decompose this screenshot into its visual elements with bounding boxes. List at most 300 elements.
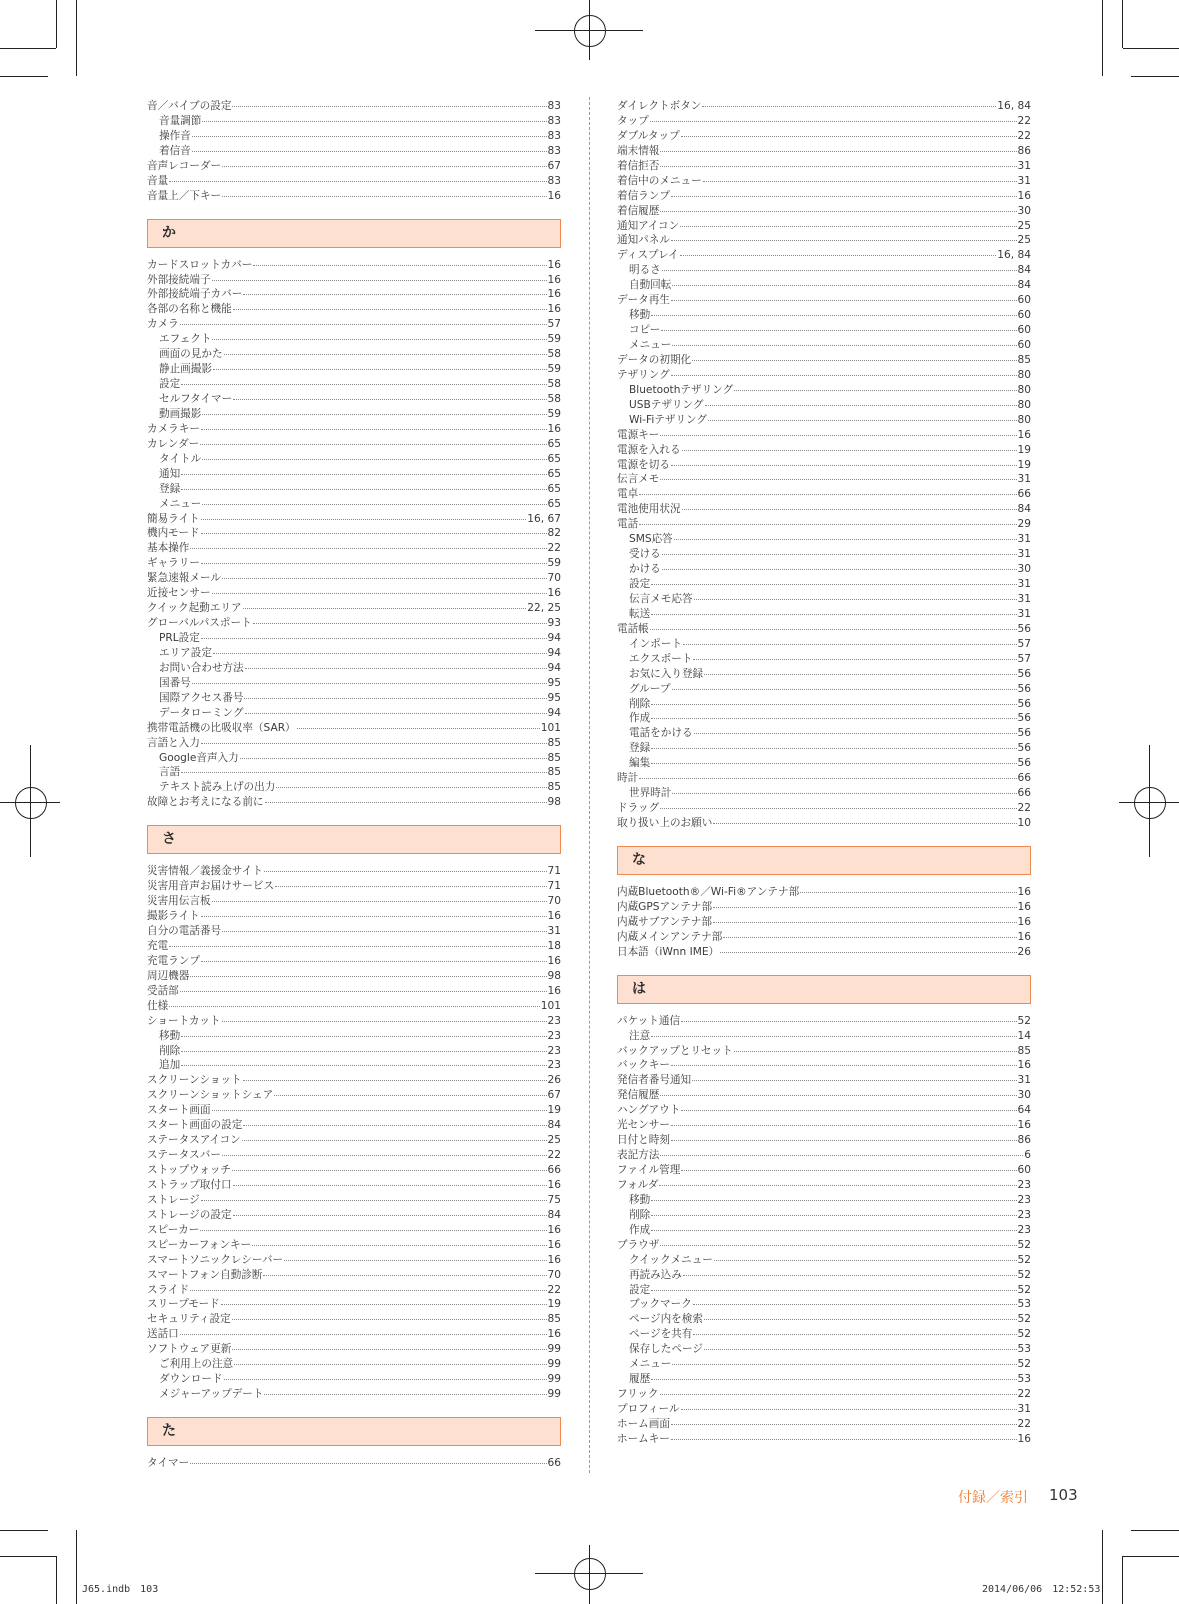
leader-dots xyxy=(222,1012,547,1022)
entry-page: 52 xyxy=(1017,1014,1031,1027)
leader-dots xyxy=(651,306,1016,316)
entry-label: 電話帳 xyxy=(617,622,649,635)
entry-label: タップ xyxy=(617,114,649,127)
entry-page: 52 xyxy=(1017,1283,1031,1296)
crop-line xyxy=(1122,0,1123,48)
entry-label: タイトル xyxy=(159,452,202,465)
entry-label: カメラキー xyxy=(147,422,200,435)
entry-label: グループ xyxy=(629,682,671,695)
leader-dots xyxy=(683,635,1017,645)
leader-dots xyxy=(200,1221,546,1231)
entry-page: 66 xyxy=(547,1164,561,1176)
entry-page: 23 xyxy=(1017,1208,1031,1221)
entry-label: 充電 xyxy=(147,939,169,952)
entry-label: スマートフォン自動診断 xyxy=(147,1268,263,1281)
entry-page: 65 xyxy=(547,452,561,465)
entry-label: 通知アイコン xyxy=(617,219,680,232)
entry-label: 仕様 xyxy=(147,999,169,1012)
leader-dots xyxy=(245,659,547,669)
entry-page: 16, 84 xyxy=(997,100,1031,112)
entry-label: 送話口 xyxy=(147,1328,179,1341)
leader-dots xyxy=(232,1340,546,1350)
entry-page: 99 xyxy=(547,1343,561,1356)
entry-page: 71 xyxy=(547,880,561,893)
entry-page: 85 xyxy=(547,781,561,794)
entry-label: 日本語（iWnn IME） xyxy=(617,945,720,958)
leader-dots xyxy=(169,172,546,182)
entry-label: お問い合わせ方法 xyxy=(159,661,244,674)
entry-page: 52 xyxy=(1017,1253,1031,1266)
leader-dots xyxy=(703,172,1017,182)
leader-dots xyxy=(275,877,546,887)
leader-dots xyxy=(253,614,547,624)
entry-page: 25 xyxy=(547,1134,561,1147)
page-number: 103 xyxy=(1049,1486,1078,1504)
entry-page: 57 xyxy=(547,318,561,331)
entry-page: 16 xyxy=(1017,1119,1031,1132)
entry-page: 30 xyxy=(1017,204,1031,217)
entry-label: 内蔵メインアンテナ部 xyxy=(617,930,723,943)
entry-page: 16, 67 xyxy=(527,512,561,525)
entry-label: セキュリティ設定 xyxy=(147,1313,231,1326)
crop-line xyxy=(0,1530,48,1531)
entry-page: 52 xyxy=(1017,1238,1031,1251)
leader-dots xyxy=(713,814,1016,824)
entry-label: クイック起動エリア xyxy=(147,602,242,615)
leader-dots xyxy=(297,719,540,729)
leader-dots xyxy=(650,112,1017,122)
entry-page: 6 xyxy=(1024,1149,1031,1162)
entry-label: 言語 xyxy=(159,766,181,779)
leader-dots xyxy=(660,799,1016,809)
index-entry xyxy=(617,816,1031,831)
entry-page: 53 xyxy=(1017,1373,1031,1386)
entry-page: 84 xyxy=(1017,503,1031,516)
entry-page: 99 xyxy=(547,1388,561,1401)
entry-label: 国番号 xyxy=(159,676,191,689)
entry-label: 取り扱い上のお願い xyxy=(617,817,713,829)
leader-dots xyxy=(233,1176,547,1186)
entry-page: 52 xyxy=(1017,1313,1031,1326)
entry-page: 16 xyxy=(1017,1059,1031,1072)
entry-label: 外部接続端子 xyxy=(147,273,211,286)
leader-dots xyxy=(639,485,1016,495)
entry-page: 59 xyxy=(547,557,561,570)
entry-page: 65 xyxy=(547,497,561,510)
entry-page: 85 xyxy=(547,751,561,764)
crop-line xyxy=(589,0,590,60)
entry-label: プロフィール xyxy=(617,1403,680,1415)
entry-label: バックアップとリセット xyxy=(617,1044,733,1057)
leader-dots xyxy=(671,1116,1017,1126)
entry-label: スリープモード xyxy=(147,1298,220,1311)
leader-dots xyxy=(252,1236,546,1246)
entry-page: 16 xyxy=(1017,189,1031,202)
entry-label: 内蔵Bluetooth®／Wi-Fi®アンテナ部 xyxy=(617,885,800,898)
entry-label: お気に入り登録 xyxy=(629,667,704,680)
entry-label: フリック xyxy=(617,1388,659,1401)
entry-label: 画面の見かた xyxy=(159,348,223,361)
entry-page: 16 xyxy=(1017,885,1031,898)
entry-label: 周辺機器 xyxy=(147,969,190,982)
entry-label: 移動 xyxy=(159,1029,181,1042)
entry-page: 67 xyxy=(547,1089,561,1102)
entry-label: Google音声入力 xyxy=(159,751,239,764)
leader-dots xyxy=(704,1340,1017,1350)
entry-page: 56 xyxy=(1017,727,1031,740)
entry-label: エリア設定 xyxy=(159,646,212,659)
entry-page: 85 xyxy=(547,736,561,749)
leader-dots xyxy=(201,907,547,917)
entry-page: 84 xyxy=(1017,279,1031,292)
entry-page: 70 xyxy=(547,895,561,908)
entry-page: 80 xyxy=(1017,368,1031,381)
crop-line xyxy=(1149,745,1150,857)
leader-dots xyxy=(800,883,1016,893)
entry-label: テザリング xyxy=(617,368,670,381)
leader-dots xyxy=(672,336,1016,346)
entry-page: 22 xyxy=(1017,1388,1031,1401)
leader-dots xyxy=(651,709,1016,719)
leader-dots xyxy=(651,739,1016,749)
leader-dots xyxy=(651,575,1016,585)
entry-label: 携帯電話機の比吸収率（SAR） xyxy=(147,721,296,734)
entry-label: ページ内を検索 xyxy=(629,1313,703,1326)
leader-dots xyxy=(201,1191,547,1201)
leader-dots xyxy=(723,928,1016,938)
leader-dots xyxy=(201,524,547,534)
crop-line xyxy=(56,0,57,48)
entry-page: 26 xyxy=(1017,945,1031,958)
entry-page: 30 xyxy=(1017,1089,1031,1102)
entry-page: 65 xyxy=(547,482,561,495)
entry-page: 85 xyxy=(1017,1044,1031,1057)
leader-dots xyxy=(222,187,546,197)
entry-page: 70 xyxy=(547,1268,561,1281)
entry-page: 52 xyxy=(1017,1328,1031,1341)
leader-dots xyxy=(253,256,546,266)
leader-dots xyxy=(213,360,547,370)
entry-label: 音量調節 xyxy=(159,114,202,127)
entry-label: 撮影ライト xyxy=(147,910,200,923)
index-column-left xyxy=(147,99,561,1471)
entry-label: 内蔵サブアンテナ部 xyxy=(617,915,712,928)
index-entry xyxy=(617,945,1031,960)
leader-dots xyxy=(181,480,546,490)
entry-page: 82 xyxy=(547,527,561,540)
entry-page: 16 xyxy=(547,189,561,202)
entry-label: 着信中のメニュー xyxy=(617,174,702,187)
entry-label: ホームキー xyxy=(617,1432,670,1445)
entry-page: 66 xyxy=(547,1457,561,1469)
entry-page: 99 xyxy=(547,1358,561,1371)
section-header: か xyxy=(147,219,561,248)
entry-label: グローバルパスポート xyxy=(147,617,252,630)
entry-page: 66 xyxy=(1017,787,1031,800)
leader-dots xyxy=(232,1161,547,1171)
leader-dots xyxy=(234,1355,546,1365)
leader-dots xyxy=(212,271,547,281)
leader-dots xyxy=(192,674,547,684)
entry-page: 31 xyxy=(1017,592,1031,605)
entry-label: ストレージ xyxy=(147,1193,200,1206)
entry-label: USBテザリング xyxy=(629,398,704,411)
entry-page: 16 xyxy=(547,1328,561,1341)
entry-label: ブックマーク xyxy=(629,1298,692,1311)
leader-dots xyxy=(671,291,1017,301)
leader-dots xyxy=(662,560,1017,570)
entry-label: コピー xyxy=(629,324,661,337)
leader-dots xyxy=(212,584,547,594)
entry-page: 31 xyxy=(1017,533,1031,546)
leader-dots xyxy=(181,1056,546,1066)
entry-page: 23 xyxy=(547,1044,561,1057)
entry-label: 登録 xyxy=(159,482,181,495)
index-entry xyxy=(147,1456,561,1471)
entry-label: 機内モード xyxy=(147,527,200,540)
leader-dots xyxy=(233,390,546,400)
entry-page: 59 xyxy=(547,333,561,346)
leader-dots xyxy=(692,1071,1016,1081)
leader-dots xyxy=(734,1042,1017,1052)
entry-label: データローミング xyxy=(159,706,244,719)
entry-label: バックキー xyxy=(617,1059,670,1072)
leader-dots xyxy=(651,605,1016,615)
entry-label: スマートソニックレシーバー xyxy=(147,1253,284,1266)
entry-page: 30 xyxy=(1017,563,1031,576)
crop-line xyxy=(1123,48,1179,49)
entry-page: 22 xyxy=(1017,129,1031,142)
column-divider xyxy=(589,97,590,1473)
entry-page: 70 xyxy=(547,572,561,585)
leader-dots xyxy=(274,1086,546,1096)
entry-page: 83 xyxy=(547,129,561,142)
crop-line xyxy=(589,1545,590,1604)
leader-dots xyxy=(651,1370,1016,1380)
entry-page: 94 xyxy=(547,632,561,644)
entry-page: 16 xyxy=(547,954,561,967)
entry-page: 23 xyxy=(547,1029,561,1042)
crop-line xyxy=(0,48,56,49)
entry-page: 58 xyxy=(547,393,561,405)
entry-label: 充電ランプ xyxy=(147,954,200,967)
leader-dots xyxy=(181,375,546,385)
entry-page: 16 xyxy=(1017,930,1031,943)
leader-dots xyxy=(671,1131,1017,1141)
entry-label: 災害用伝言板 xyxy=(147,895,211,908)
entry-page: 23 xyxy=(547,1014,561,1027)
entry-page: 94 xyxy=(547,706,561,719)
entry-page: 57 xyxy=(1017,652,1031,665)
entry-page: 83 xyxy=(547,100,561,112)
leader-dots xyxy=(672,276,1016,286)
entry-label: フォルダ xyxy=(617,1178,659,1191)
entry-label: スピーカーフォンキー xyxy=(147,1238,252,1251)
entry-page: 31 xyxy=(1017,1403,1031,1415)
leader-dots xyxy=(682,441,1017,451)
entry-label: 災害用音声お届けサービス xyxy=(147,880,275,893)
leader-dots xyxy=(201,734,547,744)
entry-label: 削除 xyxy=(159,1044,181,1057)
entry-page: 16 xyxy=(547,984,561,997)
entry-label: 音／バイブの設定 xyxy=(147,100,232,112)
entry-page: 16 xyxy=(547,910,561,923)
entry-label: エクスポート xyxy=(629,652,693,665)
section-header: は xyxy=(617,975,1031,1004)
entry-label: 設定 xyxy=(629,578,651,590)
entry-page: 23 xyxy=(1017,1223,1031,1236)
leader-dots xyxy=(169,937,546,947)
entry-page: 60 xyxy=(1017,324,1031,337)
entry-page: 52 xyxy=(1017,1268,1031,1281)
entry-label: ブラウザ xyxy=(617,1238,660,1251)
entry-page: 60 xyxy=(1017,294,1031,307)
entry-page: 26 xyxy=(547,1074,561,1087)
entry-page: 14 xyxy=(1017,1029,1031,1042)
leader-dots xyxy=(661,321,1016,331)
entry-page: 85 xyxy=(1017,353,1031,366)
entry-label: 内蔵GPSアンテナ部 xyxy=(617,900,713,913)
leader-dots xyxy=(713,898,1016,908)
leader-dots xyxy=(192,142,547,152)
entry-label: 発信履歴 xyxy=(617,1089,660,1102)
entry-label: パケット通信 xyxy=(617,1014,681,1027)
crop-line xyxy=(1102,0,1103,76)
entry-page: 25 xyxy=(1017,234,1031,247)
entry-page: 31 xyxy=(1017,159,1031,172)
entry-page: 16 xyxy=(547,273,561,286)
entry-label: メジャーアップデート xyxy=(159,1388,264,1401)
entry-label: スタート画面の設定 xyxy=(147,1119,243,1132)
entry-page: 95 xyxy=(547,691,561,704)
entry-label: ページを共有 xyxy=(629,1328,693,1341)
entry-page: 64 xyxy=(1017,1104,1031,1117)
leader-dots xyxy=(662,261,1017,271)
leader-dots xyxy=(704,1310,1017,1320)
leader-dots xyxy=(222,569,547,579)
entry-page: 29 xyxy=(1017,518,1031,531)
entry-label: かける xyxy=(629,563,661,576)
entry-page: 22 xyxy=(1017,114,1031,127)
print-file-info: J65.indb 103 xyxy=(82,1584,159,1595)
leader-dots xyxy=(651,754,1016,764)
leader-dots xyxy=(233,300,547,310)
entry-page: 31 xyxy=(1017,578,1031,590)
leader-dots xyxy=(671,1430,1017,1440)
leader-dots xyxy=(233,1206,547,1216)
leader-dots xyxy=(264,1385,546,1395)
entry-page: 83 xyxy=(547,174,561,187)
entry-page: 58 xyxy=(547,348,561,361)
leader-dots xyxy=(243,1071,547,1081)
entry-label: 各部の名称と機能 xyxy=(147,303,232,316)
entry-label: 着信拒否 xyxy=(617,159,660,172)
leader-dots xyxy=(671,456,1017,466)
leader-dots xyxy=(734,381,1016,391)
entry-page: 65 xyxy=(547,437,561,450)
entry-page: 16 xyxy=(1017,900,1031,913)
entry-page: 19 xyxy=(547,1104,561,1117)
entry-label: 電話 xyxy=(617,518,639,531)
entry-page: 80 xyxy=(1017,398,1031,411)
leader-dots xyxy=(212,330,546,340)
registration-mark-right xyxy=(1134,787,1166,819)
leader-dots xyxy=(672,1355,1016,1365)
entry-page: 23 xyxy=(1017,1193,1031,1206)
entry-page: 80 xyxy=(1017,413,1031,426)
entry-label: 伝言メモ xyxy=(617,473,660,486)
entry-label: 注意 xyxy=(629,1029,651,1042)
entry-label: スクリーンショットシェア xyxy=(147,1089,274,1102)
entry-page: 75 xyxy=(547,1193,561,1206)
entry-page: 94 xyxy=(547,661,561,674)
entry-label: 伝言メモ応答 xyxy=(629,592,693,605)
leader-dots xyxy=(720,943,1016,953)
leader-dots xyxy=(243,599,527,609)
entry-page: 16 xyxy=(1017,915,1031,928)
entry-page: 98 xyxy=(547,969,561,982)
entry-page: 16 xyxy=(1017,1432,1031,1445)
entry-label: ストラップ取付口 xyxy=(147,1178,232,1191)
entry-label: 言語と入力 xyxy=(147,736,200,749)
entry-page: 52 xyxy=(1017,1358,1031,1371)
entry-page: 85 xyxy=(547,766,561,779)
entry-label: 履歴 xyxy=(629,1373,651,1386)
entry-page: 16 xyxy=(547,1178,561,1191)
leader-dots xyxy=(265,793,547,803)
entry-label: 発信者番号通知 xyxy=(617,1074,692,1087)
leader-dots xyxy=(702,97,996,107)
leader-dots xyxy=(660,142,1016,152)
entry-page: 56 xyxy=(1017,742,1031,755)
leader-dots xyxy=(222,1146,547,1156)
leader-dots xyxy=(692,351,1016,361)
entry-label: ドラッグ xyxy=(617,802,660,815)
entry-page: 31 xyxy=(1017,473,1031,486)
registration-mark-bottom xyxy=(574,1558,606,1590)
entry-label: 削除 xyxy=(629,697,651,710)
entry-label: ダウンロード xyxy=(159,1373,223,1386)
entry-label: 作成 xyxy=(629,712,651,725)
entry-label: ストップウォッチ xyxy=(147,1164,232,1176)
entry-label: Bluetoothテザリング xyxy=(629,383,734,396)
entry-page: 16 xyxy=(547,258,561,271)
entry-label: 動画撮影 xyxy=(159,407,202,420)
entry-label: スクリーンショット xyxy=(147,1074,242,1087)
entry-label: 通知 xyxy=(159,467,181,480)
entry-page: 83 xyxy=(547,114,561,127)
index-entry xyxy=(617,1432,1031,1447)
entry-page: 23 xyxy=(547,1059,561,1072)
entry-label: 作成 xyxy=(629,1223,651,1236)
entry-label: ギャラリー xyxy=(147,557,200,570)
crop-line xyxy=(1122,1556,1123,1604)
entry-page: 71 xyxy=(547,865,561,878)
entry-label: 簡易ライト xyxy=(147,512,200,525)
entry-page: 94 xyxy=(547,646,561,659)
entry-label: ステータスアイコン xyxy=(147,1134,241,1147)
leader-dots xyxy=(201,510,527,520)
entry-page: 58 xyxy=(547,378,561,391)
entry-page: 99 xyxy=(547,1373,561,1386)
entry-page: 56 xyxy=(1017,712,1031,725)
leader-dots xyxy=(169,997,540,1007)
leader-dots xyxy=(202,495,546,505)
entry-label: インポート xyxy=(629,637,682,650)
leader-dots xyxy=(681,1101,1016,1111)
print-timestamp: 2014/06/06 12:52:53 xyxy=(982,1584,1101,1595)
entry-label: 災害情報／義援金サイト xyxy=(147,865,263,878)
